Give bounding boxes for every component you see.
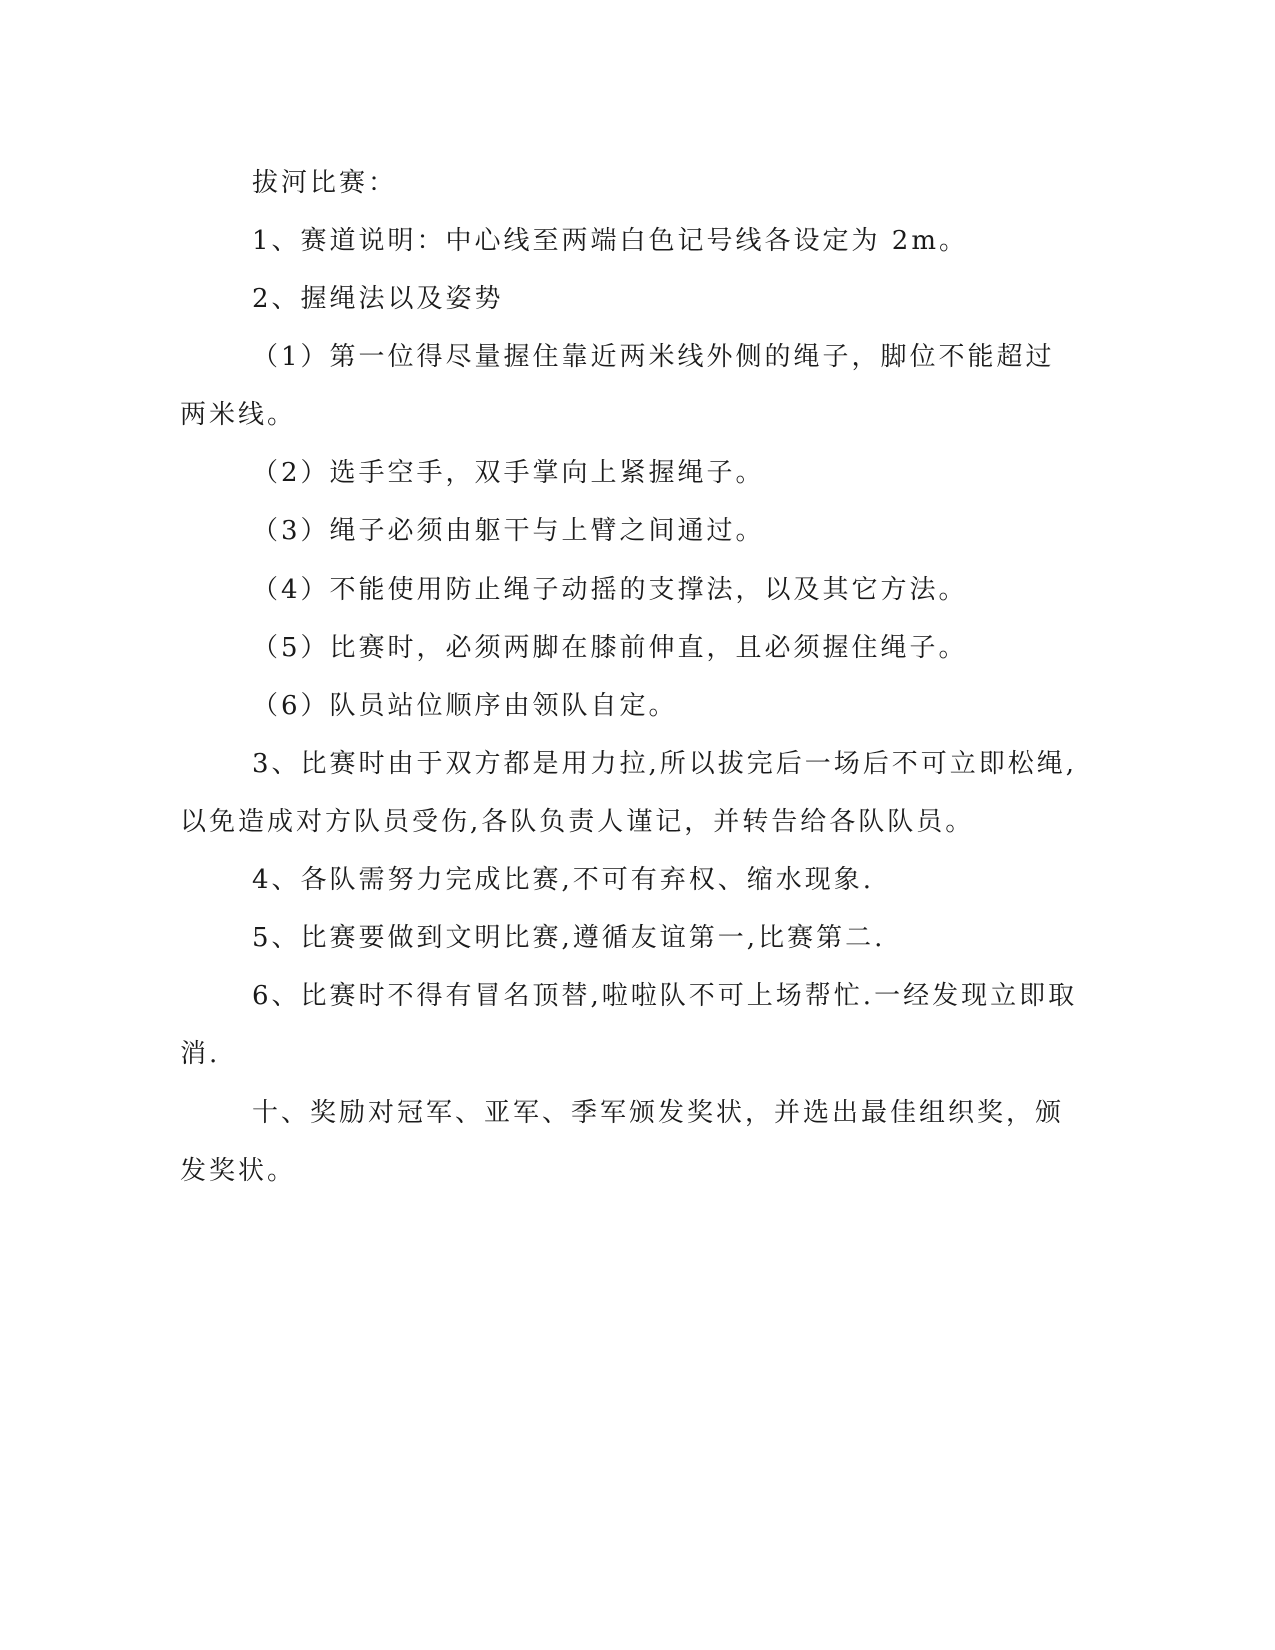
paragraph-line: 消.	[180, 1039, 221, 1069]
section-heading: 拔河比赛：	[252, 168, 398, 198]
paragraph-line: （4）不能使用防止绳子动摇的支撑法，以及其它方法。	[252, 575, 968, 605]
paragraph-line: 4、各队需努力完成比赛,不可有弃权、缩水现象.	[252, 865, 875, 895]
paragraph-line: 6、比赛时不得有冒名顶替,啦啦队不可上场帮忙.一经发现立即取	[252, 981, 1078, 1011]
paragraph-line: 十、奖励对冠军、亚军、季军颁发奖状，并选出最佳组织奖，颁	[252, 1098, 1065, 1128]
paragraph-line: 两米线。	[180, 400, 297, 430]
paragraph-line: 2、握绳法以及姿势	[252, 284, 504, 314]
paragraph-line: （5）比赛时，必须两脚在膝前伸直，且必须握住绳子。	[252, 633, 968, 663]
paragraph-line: 1、赛道说明：中心线至两端白色记号线各设定为 2m。	[252, 226, 969, 256]
paragraph-line: 5、比赛要做到文明比赛,遵循友谊第一,比赛第二.	[252, 923, 886, 953]
paragraph-line: 发奖状。	[180, 1156, 297, 1186]
paragraph-line: 以免造成对方队员受伤,各队负责人谨记，并转告给各队队员。	[180, 807, 975, 837]
paragraph-line: （6）队员站位顺序由领队自定。	[252, 691, 678, 721]
paragraph-line: 3、比赛时由于双方都是用力拉,所以拔完后一场后不可立即松绳,	[252, 749, 1078, 779]
paragraph-line: （1）第一位得尽量握住靠近两米线外侧的绳子，脚位不能超过	[252, 342, 1055, 372]
paragraph-line: （3）绳子必须由躯干与上臂之间通过。	[252, 516, 765, 546]
paragraph-line: （2）选手空手，双手掌向上紧握绳子。	[252, 458, 765, 488]
